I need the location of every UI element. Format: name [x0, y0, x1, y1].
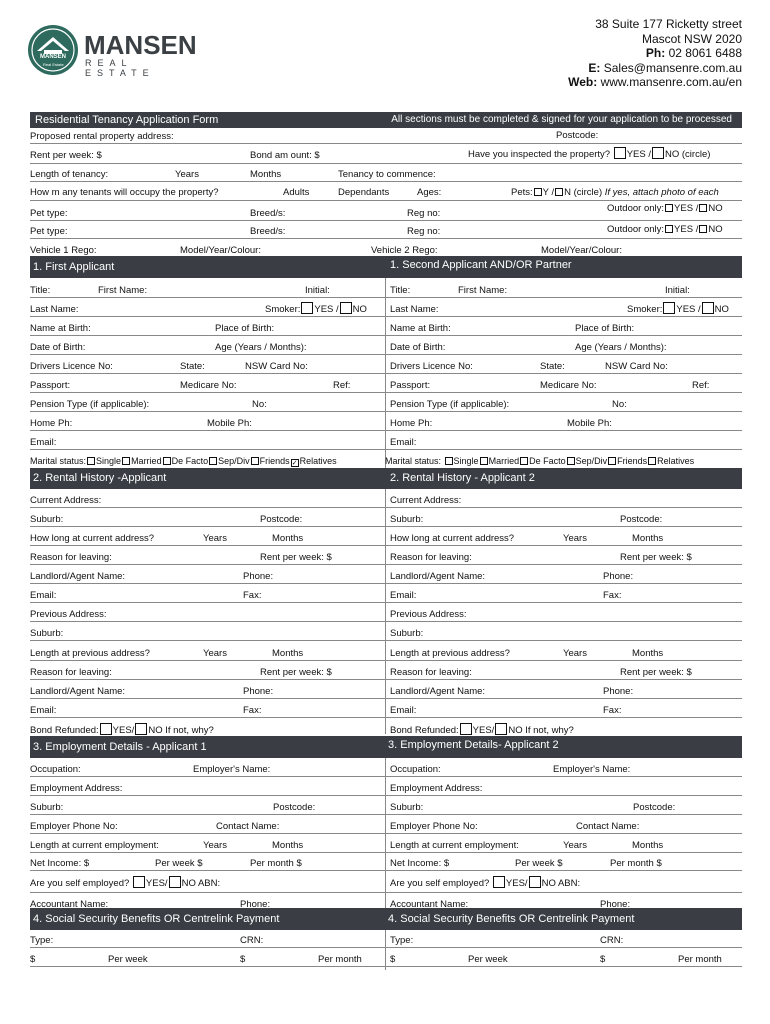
rental-email-label: Email: — [390, 590, 417, 601]
rental-email-label: Email: — [30, 590, 57, 601]
phone-line: Ph: 02 8061 6488 — [645, 46, 742, 60]
section-4-bar — [30, 908, 742, 930]
prev-email-label: Email: — [390, 705, 417, 716]
current-address-label: Current Address: — [30, 495, 102, 506]
smoker-question: Smoker: YES / NO — [265, 304, 367, 315]
licence-label: Drivers Licence No: — [390, 361, 473, 372]
outdoor-2-no-checkbox[interactable] — [699, 225, 707, 233]
title-label: Title: — [390, 285, 411, 296]
self-employed-yes-checkbox[interactable] — [493, 876, 505, 888]
type-label: Type: — [30, 935, 54, 946]
relatives-checkbox[interactable]: ✓ — [291, 460, 298, 467]
name-at-birth-label: Name at Birth: — [390, 323, 451, 334]
employer-phone-label: Employer Phone No: — [30, 821, 118, 832]
months-label: Months — [632, 533, 664, 544]
medicare-label: Medicare No: — [540, 380, 597, 391]
current-address-label: Current Address: — [390, 495, 462, 506]
pension-no-label: No: — [252, 399, 267, 410]
friends-checkbox[interactable] — [251, 457, 259, 465]
prev-reason-label: Reason for leaving: — [390, 667, 472, 678]
pension-no-label: No: — [612, 399, 627, 410]
landlord-label: Landlord/Agent Name: — [390, 571, 486, 582]
emp-suburb-label: Suburb: — [30, 802, 64, 813]
proposed-address-label: Proposed rental property address: — [30, 131, 174, 142]
breed-1-label: Breed/s: — [250, 208, 286, 219]
pet-type-2-label: Pet type: — [30, 226, 68, 237]
rent-per-week-label: Rent per week: $ — [30, 150, 102, 161]
section-1-left-title: 1. First Applicant — [33, 261, 115, 273]
brand-tagline: REAL ESTATE — [85, 58, 155, 78]
length-current-label: Length at current employment: — [390, 840, 519, 851]
social-dollar-label: $ — [30, 954, 36, 965]
vehicle-2-label: Vehicle 2 Rego: — [371, 245, 438, 256]
mobile-ph-label: Mobile Ph: — [207, 418, 252, 429]
outdoor-only-2: Outdoor only: YES / NO — [607, 224, 723, 235]
self-employed-no-checkbox[interactable] — [529, 876, 541, 888]
emp-years-label: Years — [563, 840, 587, 851]
prev-fax-label: Fax: — [603, 705, 622, 716]
section-2-bar — [30, 468, 742, 489]
section-3-left-title: 3. Employment Details - Applicant 1 — [33, 741, 207, 753]
passport-label: Passport: — [30, 380, 71, 391]
state-label: State: — [180, 361, 205, 372]
relatives-checkbox[interactable] — [648, 457, 656, 465]
email-label: Email: — [390, 437, 417, 448]
outdoor-only-1: Outdoor only: YES / NO — [607, 203, 723, 214]
prev-rent-week-label: Rent per week: $ — [260, 667, 332, 678]
bond-yes-checkbox[interactable] — [460, 723, 472, 735]
section-2-right-title: 2. Rental History - Applicant 2 — [390, 472, 535, 484]
per-week-label: Per week $ — [515, 858, 563, 869]
prev-fax-label: Fax: — [243, 705, 262, 716]
bond-refunded: Bond Refunded: YES/ NO If not, why? — [390, 725, 574, 736]
length-prev-label: Length at previous address? — [390, 648, 510, 659]
dependants-label: Dependants — [338, 187, 390, 198]
emp-years-label: Years — [203, 840, 227, 851]
bond-refunded: Bond Refunded: YES/ NO If not, why? — [30, 725, 214, 736]
logo-small-text: MANSEN — [40, 54, 67, 60]
employment-address-label: Employment Address: — [390, 783, 483, 794]
per-month-label: Per month $ — [610, 858, 662, 869]
inspected-question: Have you inspected the property? YES / NO (circle) — [468, 149, 711, 160]
years-label: Years — [203, 533, 227, 544]
bond-no-checkbox[interactable] — [135, 723, 147, 735]
marital-status: Marital status: Single Married De Facto Sep/Div Friends ✓ Relatives — [30, 456, 337, 467]
employer-phone-label: Employer Phone No: — [390, 821, 478, 832]
dob-label: Date of Birth: — [390, 342, 446, 353]
mobile-ph-label: Mobile Ph: — [567, 418, 612, 429]
first-name-label: First Name: — [458, 285, 508, 296]
accountant-label: Accountant Name: — [390, 899, 469, 910]
initial-label: Initial: — [305, 285, 330, 296]
self-employed-yes-checkbox[interactable] — [133, 876, 145, 888]
occupation-label: Occupation: — [30, 764, 81, 775]
inspected-no-checkbox[interactable] — [652, 147, 664, 159]
outdoor-1-yes-checkbox[interactable] — [665, 204, 673, 212]
pet-type-1-label: Pet type: — [30, 208, 68, 219]
last-name-label: Last Name: — [390, 304, 439, 315]
section-4-right-title: 4. Social Security Benefits OR Centrelink Payment — [388, 913, 635, 925]
ref-label: Ref: — [692, 380, 710, 391]
reason-label: Reason for leaving: — [30, 552, 112, 563]
smoker-question: Smoker: YES / NO — [627, 304, 729, 315]
phone-label: Phone: — [243, 571, 274, 582]
pension-label: Pension Type (if applicable): — [390, 399, 510, 410]
dob-label: Date of Birth: — [30, 342, 86, 353]
pets-no-checkbox[interactable] — [555, 188, 563, 196]
postcode-label: Postcode: — [556, 130, 599, 141]
title-label: Title: — [30, 285, 51, 296]
per-week-label: Per week $ — [155, 858, 203, 869]
reg-no-2-label: Reg no: — [407, 226, 441, 237]
tenancy-months-label: Months — [250, 169, 282, 180]
outdoor-1-no-checkbox[interactable] — [699, 204, 707, 212]
smoker-no-checkbox[interactable] — [702, 302, 714, 314]
vehicle-1-label: Vehicle 1 Rego: — [30, 245, 97, 256]
length-tenancy-label: Length of tenancy: — [30, 169, 109, 180]
emp-postcode-label: Postcode: — [273, 802, 316, 813]
section-3-right-title: 3. Employment Details- Applicant 2 — [388, 739, 559, 751]
crn-label: CRN: — [240, 935, 264, 946]
fax-label: Fax: — [243, 590, 262, 601]
email-label: Email: — [30, 437, 57, 448]
sepdiv-checkbox[interactable] — [209, 457, 217, 465]
accountant-phone-label: Phone: — [240, 899, 271, 910]
nsw-card-label: NSW Card No: — [605, 361, 668, 372]
prev-months-label: Months — [632, 648, 664, 659]
form-header-bar — [30, 112, 742, 128]
prev-phone-label: Phone: — [603, 686, 634, 697]
outdoor-2-yes-checkbox[interactable] — [665, 225, 673, 233]
social-dollar-label: $ — [390, 954, 396, 965]
accountant-phone-label: Phone: — [600, 899, 631, 910]
self-employed-question: Are you self employed? YES/ NO ABN: — [30, 878, 221, 889]
rent-week-label: Rent per week: $ — [260, 552, 332, 563]
initial-label: Initial: — [665, 285, 690, 296]
model-1-label: Model/Year/Colour: — [180, 245, 261, 256]
social-dollar2-label: $ — [240, 954, 246, 965]
form-title: Residential Tenancy Application Form — [35, 114, 219, 126]
house-logo-icon — [27, 24, 79, 76]
rent-week-label: Rent per week: $ — [620, 552, 692, 563]
prev-years-label: Years — [203, 648, 227, 659]
inspected-yes-checkbox[interactable] — [614, 147, 626, 159]
prev-email-label: Email: — [30, 705, 57, 716]
prev-phone-label: Phone: — [243, 686, 274, 697]
length-current-label: Length at current employment: — [30, 840, 159, 851]
previous-address-label: Previous Address: — [30, 609, 107, 620]
home-ph-label: Home Ph: — [390, 418, 433, 429]
pets-yes-checkbox[interactable] — [534, 188, 542, 196]
prev-landlord-label: Landlord/Agent Name: — [390, 686, 486, 697]
tenancy-years-label: Years — [175, 169, 199, 180]
bond-yes-checkbox[interactable] — [100, 723, 112, 735]
passport-label: Passport: — [390, 380, 431, 391]
friends-checkbox[interactable] — [608, 457, 616, 465]
nsw-card-label: NSW Card No: — [245, 361, 308, 372]
ref-label: Ref: — [333, 380, 351, 391]
section-1-bar — [30, 256, 742, 278]
reg-no-1-label: Reg no: — [407, 208, 441, 219]
tenancy-commence-label: Tenancy to commence: — [338, 169, 436, 180]
marital-status: Marital status: Single Married De Facto Sep/Div Friends Relatives — [385, 456, 695, 466]
first-name-label: First Name: — [98, 285, 148, 296]
name-at-birth-label: Name at Birth: — [30, 323, 91, 334]
how-long-label: How long at current address? — [390, 533, 515, 544]
crn-label: CRN: — [600, 935, 624, 946]
section-3-bar — [30, 736, 742, 758]
single-checkbox[interactable] — [445, 457, 453, 465]
married-checkbox[interactable] — [122, 457, 130, 465]
prev-landlord-label: Landlord/Agent Name: — [30, 686, 126, 697]
company-logo — [27, 24, 197, 78]
company-address — [568, 17, 742, 90]
smoker-yes-checkbox[interactable] — [301, 302, 313, 314]
home-ph-label: Home Ph: — [30, 418, 73, 429]
brand-name: MANSEN — [84, 30, 197, 60]
adults-label: Adults — [283, 187, 310, 198]
state-label: State: — [540, 361, 565, 372]
prev-years-label: Years — [563, 648, 587, 659]
emp-postcode-label: Postcode: — [633, 802, 676, 813]
social-per-week-label: Per week — [108, 954, 148, 965]
section-1-right-title: 1. Second Applicant AND/OR Partner — [390, 259, 572, 271]
contact-name-label: Contact Name: — [576, 821, 640, 832]
suburb-label: Suburb: — [30, 514, 64, 525]
postcode-label: Postcode: — [260, 514, 303, 525]
web-line: Web: www.mansenre.com.au/en — [568, 75, 742, 89]
place-of-birth-label: Place of Birth: — [575, 323, 635, 334]
prev-reason-label: Reason for leaving: — [30, 667, 112, 678]
social-dollar2-label: $ — [600, 954, 606, 965]
logo-sub-text: Real Estate — [43, 62, 64, 67]
emp-months-label: Months — [632, 840, 664, 851]
section-2-left-title: 2. Rental History -Applicant — [33, 472, 167, 484]
breed-2-label: Breed/s: — [250, 226, 286, 237]
postcode-label: Postcode: — [620, 514, 663, 525]
form-note: All sections must be completed & signed for your application to be processed — [391, 114, 732, 125]
type-label: Type: — [390, 935, 414, 946]
pets-question: Pets: Y / N (circle) If yes, attach photo of each — [511, 187, 719, 198]
occupation-label: Occupation: — [390, 764, 441, 775]
employer-name-label: Employer's Name: — [193, 764, 271, 775]
prev-suburb-label: Suburb: — [30, 628, 64, 639]
smoker-yes-checkbox[interactable] — [663, 302, 675, 314]
net-income-label: Net Income: $ — [30, 858, 90, 869]
address-line-2: Mascot NSW 2020 — [641, 31, 742, 46]
employer-name-label: Employer's Name: — [553, 764, 631, 775]
email-line: E: Sales@mansenre.com.au — [588, 60, 742, 75]
self-employed-no-checkbox[interactable] — [169, 876, 181, 888]
age-label: Age (Years / Months): — [575, 342, 667, 353]
section-4-left-title: 4. Social Security Benefits OR Centrelink Payment — [33, 913, 280, 925]
smoker-no-checkbox[interactable] — [340, 302, 352, 314]
bond-amount-label: Bond am ount: $ — [250, 150, 320, 161]
how-long-label: How long at current address? — [30, 533, 155, 544]
ages-label: Ages: — [417, 187, 442, 198]
place-of-birth-label: Place of Birth: — [215, 323, 275, 334]
years-label: Years — [563, 533, 587, 544]
reason-label: Reason for leaving: — [390, 552, 472, 563]
social-per-month-label: Per month — [318, 954, 362, 965]
emp-months-label: Months — [272, 840, 304, 851]
per-month-label: Per month $ — [250, 858, 302, 869]
bond-no-checkbox[interactable] — [495, 723, 507, 735]
single-checkbox[interactable] — [87, 457, 95, 465]
last-name-label: Last Name: — [30, 304, 79, 315]
pension-label: Pension Type (if applicable): — [30, 399, 150, 410]
married-checkbox[interactable] — [480, 457, 488, 465]
defacto-checkbox[interactable] — [163, 457, 171, 465]
net-income-label: Net Income: $ — [390, 858, 450, 869]
model-2-label: Model/Year/Colour: — [541, 245, 622, 256]
phone-label: Phone: — [603, 571, 634, 582]
age-label: Age (Years / Months): — [215, 342, 307, 353]
prev-months-label: Months — [272, 648, 304, 659]
prev-suburb-label: Suburb: — [390, 628, 424, 639]
prev-rent-week-label: Rent per week: $ — [620, 667, 692, 678]
medicare-label: Medicare No: — [180, 380, 237, 391]
contact-name-label: Contact Name: — [216, 821, 280, 832]
landlord-label: Landlord/Agent Name: — [30, 571, 126, 582]
how-many-tenants-label: How m any tenants will occupy the property? — [30, 187, 219, 198]
social-per-week-label: Per week — [468, 954, 508, 965]
social-per-month-label: Per month — [678, 954, 722, 965]
suburb-label: Suburb: — [390, 514, 424, 525]
sepdiv-checkbox[interactable] — [567, 457, 575, 465]
defacto-checkbox[interactable] — [520, 457, 528, 465]
address-line-1: 38 Suite 177 Ricketty street — [595, 17, 742, 31]
emp-suburb-label: Suburb: — [390, 802, 424, 813]
length-prev-label: Length at previous address? — [30, 648, 150, 659]
fax-label: Fax: — [603, 590, 622, 601]
licence-label: Drivers Licence No: — [30, 361, 113, 372]
accountant-label: Accountant Name: — [30, 899, 109, 910]
self-employed-question: Are you self employed? YES/ NO ABN: — [390, 878, 581, 889]
previous-address-label: Previous Address: — [390, 609, 467, 620]
employment-address-label: Employment Address: — [30, 783, 123, 794]
months-label: Months — [272, 533, 304, 544]
